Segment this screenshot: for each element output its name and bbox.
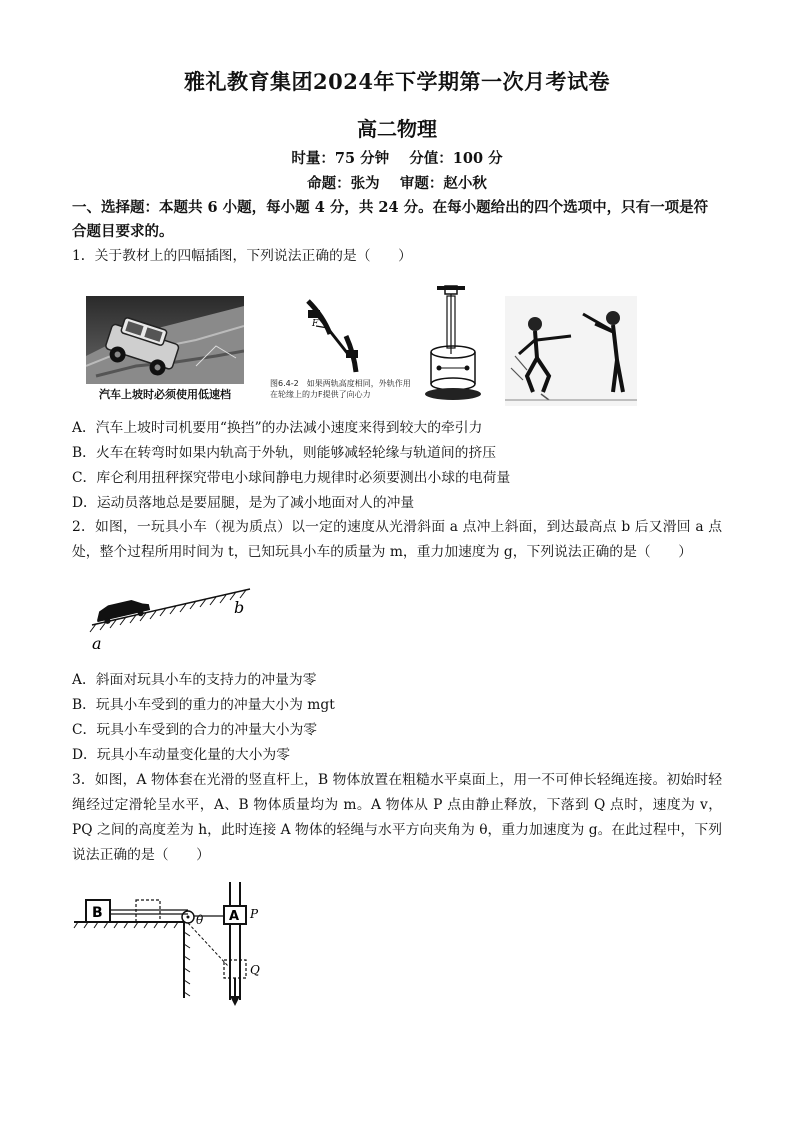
exam-title: 雅礼教育集团2024年下学期第一次月考试卷 xyxy=(184,69,610,94)
q2-option-c: C．玩具小车受到的合力的冲量大小为零 xyxy=(72,722,318,738)
q1-fig-car-photo xyxy=(86,296,244,402)
q1-fig-train-wheel xyxy=(268,296,418,406)
block-b-label: B xyxy=(92,905,103,921)
q3-stem: 3．如图，A 物体套在光滑的竖直杆上，B 物体放置在粗糙水平桌面上，用一不可伸长轻绳连接。初始时轻绳经过定滑轮呈水平，A、B 物体质量均为 m。A 物体从 P 点由静止释放，下落到 Q 点时，速度为 v，PQ 之间的高度差为 h，此时连接 A 物体的轻绳与水平方向夹角为 θ，重力加速度为 g。在此过程中，下列说法正确的是（ ） xyxy=(72,772,722,863)
athlete-landing-drawing xyxy=(505,296,637,406)
q2-option-d: D．玩具小车动量变化量的大小为零 xyxy=(72,747,291,763)
q2-fig-incline xyxy=(82,585,262,655)
section-heading: 一、选择题：本题共 6 小题，每小题 4 分，共 24 分。在每小题给出的四个选项中，只有一项是符合题目要求的。 xyxy=(72,199,709,240)
torsion-balance-diagram xyxy=(423,284,483,406)
q1-fig1-caption: 汽车上坡时必须使用低速档 xyxy=(99,388,231,401)
q1-option-d: D．运动员落地总是要屈腿，是为了减小地面对人的冲量 xyxy=(72,495,415,511)
q2-option-b: B．玩具小车受到的重力的冲量大小为 mgt xyxy=(72,697,335,713)
time-score-line: 时量：75 分钟 分值：100 分 xyxy=(291,150,503,167)
q1-stem: 1．关于教材上的四幅插图，下列说法正确的是（ ） xyxy=(72,248,412,264)
q2-option-a: A．斜面对玩具小车的支持力的冲量为零 xyxy=(72,672,317,688)
q1-option-b: B．火车在转弯时如果内轨高于外轨，则能够减轻轮缘与轨道间的挤压 xyxy=(72,445,497,461)
q1-option-a: A．汽车上坡时司机要用“换挡”的办法减小速度来得到较大的牵引力 xyxy=(72,420,483,436)
q3-fig-pulley xyxy=(72,880,272,1010)
point-a-label: a xyxy=(92,634,102,653)
q1-fig-athlete-landing xyxy=(505,296,637,406)
incline-diagram xyxy=(82,585,262,655)
pulley-system-diagram xyxy=(72,880,272,1010)
point-p-label: P xyxy=(250,907,259,921)
q1-fig2-caption: 图6.4-2 如果两轨高度相同，外轨作用在轮缘上的力F提供了向心力 xyxy=(270,379,411,399)
block-a-label: A xyxy=(229,909,240,924)
q2-stem: 2．如图，一玩具小车（视为质点）以一定的速度从光滑斜面 a 点冲上斜面，到达最高点 b 后又滑回 a 点处，整个过程所用时间为 t，已知玩具小车的质量为 m，重力加速度为 g，下列说法正确的是（ ） xyxy=(72,519,722,560)
point-q-label: Q xyxy=(250,963,260,977)
car-photo-image xyxy=(86,296,244,384)
q1-option-c: C．库仑利用扭秤探究带电小球间静电力规律时必须要测出小球的电荷量 xyxy=(72,470,511,486)
q1-fig-torsion-balance xyxy=(423,284,483,406)
authors-line: 命题：张为 审题：赵小秋 xyxy=(307,175,487,192)
theta-label: θ xyxy=(196,913,204,927)
force-label: F xyxy=(312,319,319,329)
train-wheel-diagram xyxy=(268,296,418,376)
subject-title: 高二物理 xyxy=(357,117,437,141)
point-b-label: b xyxy=(234,598,245,617)
